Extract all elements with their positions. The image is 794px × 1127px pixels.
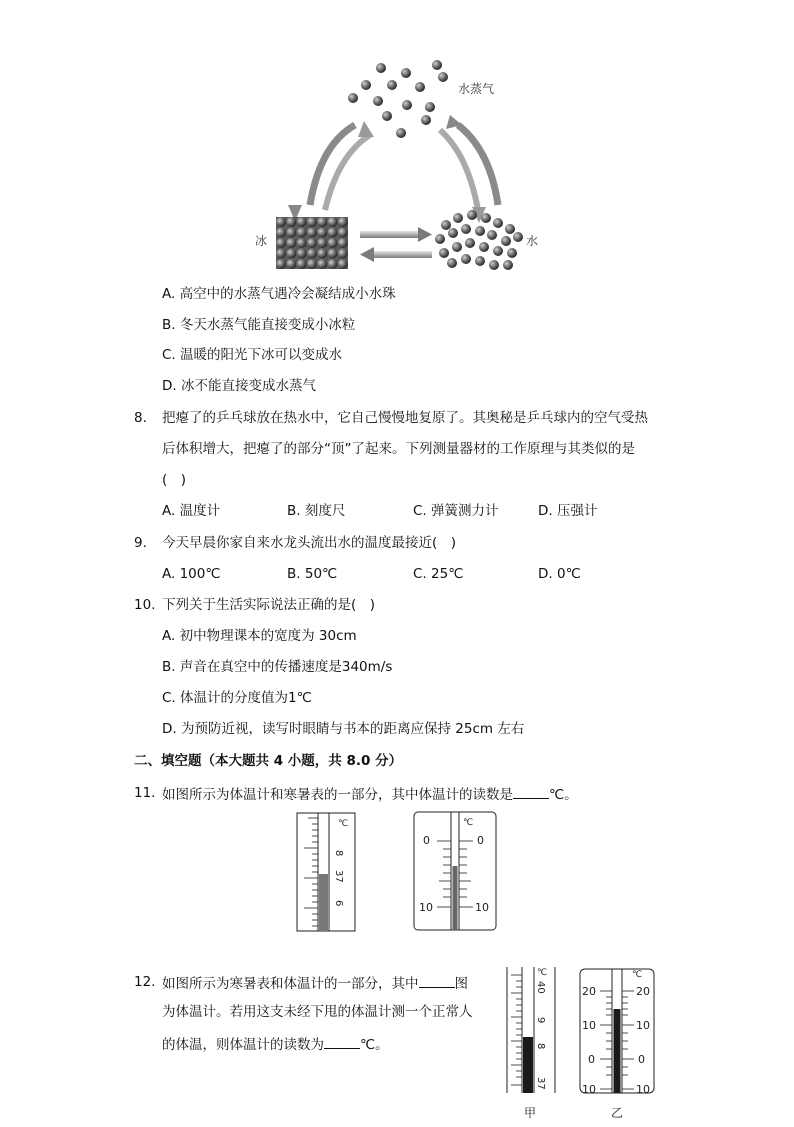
ice-molecule [286, 238, 296, 248]
ice-molecule [307, 249, 317, 259]
q11-left-tick-c: 6 [333, 900, 344, 907]
q12-yi-tick-20-right: 20 [636, 985, 650, 998]
q11-right-tick-bottom-left: 10 [419, 901, 433, 914]
q7-option-a[interactable]: A. 高空中的水蒸气遇冷会凝结成小水珠 [162, 286, 396, 302]
q11-right-tick-top-left: 0 [423, 834, 430, 847]
ice-molecule [338, 228, 348, 238]
q10-option-c[interactable]: C. 体温计的分度值为1℃ [162, 690, 312, 706]
ice-molecule [276, 249, 286, 259]
q12-yi-tick-0-right: 0 [638, 1053, 645, 1066]
q12-yi-tick-10-left: 10 [582, 1019, 596, 1032]
q12-line-2: 为体温计。若用这支未经下甩的体温计测一个正常人 [162, 1004, 473, 1020]
ice-molecule [317, 259, 327, 269]
ice-molecule [297, 259, 307, 269]
q10-option-d[interactable]: D. 为预防近视，读写时眼睛与书本的距离应保持 25cm 左右 [162, 721, 525, 737]
ice-molecule [328, 217, 338, 227]
q10-option-b[interactable]: B. 声音在真空中的传播速度是340m/s [162, 659, 393, 675]
q12-figure-jia [505, 965, 557, 1123]
ice-molecule [307, 238, 317, 248]
water-molecule [513, 232, 523, 242]
ice-molecule [317, 249, 327, 259]
ice-molecule [317, 217, 327, 227]
ice-molecule [297, 228, 307, 238]
water-molecule [461, 224, 471, 234]
q12-jia-tick-3: 37 [535, 1077, 546, 1090]
q9-text: 今天早晨你家自来水龙头流出水的温度最接近( ) [162, 535, 457, 551]
ice-molecule [276, 238, 286, 248]
q12-yi-liquid-column [614, 1009, 621, 1093]
q11-right-unit: ℃ [463, 818, 474, 828]
q8-option-b[interactable]: B. 刻度尺 [287, 503, 346, 519]
ice-molecule [286, 217, 296, 227]
q11-right-liquid-column [453, 866, 458, 930]
label-water: 水 [526, 234, 539, 248]
ice-molecule [276, 259, 286, 269]
water-molecule [481, 213, 491, 223]
q11-text: 如图所示为体温计和寒暑表的一部分，其中体温计的读数是 ℃。 [162, 784, 578, 804]
q10-number: 10. [134, 597, 156, 613]
water-molecule [493, 218, 503, 228]
water-molecule [441, 220, 451, 230]
q8-number: 8. [134, 410, 147, 426]
q11-left-unit: ℃ [338, 819, 349, 829]
q8-option-a[interactable]: A. 温度计 [162, 503, 221, 519]
q7-option-c[interactable]: C. 温暖的阳光下冰可以变成水 [162, 347, 343, 363]
q9-number: 9. [134, 535, 147, 551]
q12-yi-tick-10-right: 10 [636, 1019, 650, 1032]
ice-molecule [317, 238, 327, 248]
water-molecule [447, 258, 457, 268]
q11-left-tick-a: 8 [333, 850, 344, 857]
water-molecule [475, 226, 485, 236]
q11-number: 11. [134, 785, 156, 801]
q12-yi-tick-0-left: 0 [588, 1053, 595, 1066]
water-molecule [467, 210, 477, 220]
q8-line-3: ( ) [162, 472, 187, 488]
q12-jia-tick-0: 40 [535, 981, 546, 994]
ice-molecule [328, 238, 338, 248]
ice-molecule [338, 238, 348, 248]
q10-text: 下列关于生活实际说法正确的是( ) [162, 597, 376, 613]
q7-option-b[interactable]: B. 冬天水蒸气能直接变成小冰粒 [162, 317, 356, 333]
ice-molecules [276, 217, 348, 269]
section-2-title: 二、填空题（本大题共 4 小题，共 8.0 分） [134, 753, 403, 769]
water-cycle-figure [240, 55, 560, 275]
ice-molecule [276, 217, 286, 227]
q12-jia-tick-1: 9 [535, 1017, 546, 1024]
q12-yi-tick-neg10-left: 10 [582, 1083, 596, 1096]
ice-molecule [307, 217, 317, 227]
q12-yi-tick-20-left: 20 [582, 985, 596, 998]
q8-option-d[interactable]: D. 压强计 [538, 503, 598, 519]
label-vapor: 水蒸气 [458, 82, 495, 96]
q11-room-thermometer [413, 811, 497, 931]
q11-right-tick-bottom-right: 10 [475, 901, 489, 914]
water-molecule [475, 256, 485, 266]
water-molecule [448, 228, 458, 238]
water-molecule [489, 260, 499, 270]
q11-right-tick-top-right: 0 [477, 834, 484, 847]
q8-line-2: 后体积增大，把瘪了的部分“顶”了起来。下列测量器材的工作原理与其类似的是 [162, 441, 635, 457]
ice-molecule [286, 249, 296, 259]
q12-answer-blank-1[interactable] [419, 973, 455, 988]
water-molecule [439, 248, 449, 258]
q9-option-a[interactable]: A. 100℃ [162, 566, 221, 582]
water-molecule [507, 248, 517, 258]
q11-answer-blank[interactable] [513, 784, 549, 799]
water-molecule [435, 234, 445, 244]
q9-option-d[interactable]: D. 0℃ [538, 566, 581, 582]
water-molecule [493, 246, 503, 256]
ice-molecule [338, 249, 348, 259]
water-molecule [501, 236, 511, 246]
ice-molecule [307, 228, 317, 238]
water-molecule [453, 213, 463, 223]
q12-line-3: 的体温，则体温计的读数为 ℃。 [162, 1034, 389, 1054]
ice-molecule [286, 259, 296, 269]
q12-figure-yi [576, 965, 658, 1123]
q12-jia-label: 甲 [524, 1106, 537, 1120]
q12-line-1: 如图所示为寒暑表和体温计的一部分，其中 图 [162, 973, 468, 993]
q8-line-1: 把瘪了的乒乓球放在热水中，它自己慢慢地复原了。其奥秘是乒乓球内的空气受热 [162, 410, 648, 426]
q9-option-c[interactable]: C. 25℃ [413, 566, 464, 582]
ice-molecule [297, 238, 307, 248]
water-molecule [465, 238, 475, 248]
q12-number: 12. [134, 974, 156, 990]
water-cycle-diagram [240, 55, 560, 275]
label-ice: 冰 [255, 234, 268, 248]
ice-molecule [338, 259, 348, 269]
ice-molecule [328, 228, 338, 238]
water-molecule [461, 254, 471, 264]
ice-molecule [286, 228, 296, 238]
ice-molecule [297, 249, 307, 259]
q12-yi-unit: ℃ [632, 970, 643, 980]
ice-molecule [328, 259, 338, 269]
q8-option-c[interactable]: C. 弹簧测力计 [413, 503, 499, 519]
q11-left-tick-b: 37 [333, 870, 344, 883]
q9-option-b[interactable]: B. 50℃ [287, 566, 338, 582]
q12-yi-tick-neg10-right: 10 [636, 1083, 650, 1096]
water-molecule [479, 242, 489, 252]
q7-option-d[interactable]: D. 冰不能直接变成水蒸气 [162, 378, 316, 394]
q10-option-a[interactable]: A. 初中物理课本的宽度为 30cm [162, 628, 357, 644]
ice-molecule [328, 249, 338, 259]
q11-clinical-thermometer [296, 812, 356, 932]
q12-answer-blank-2[interactable] [324, 1034, 360, 1049]
ice-molecule [297, 217, 307, 227]
ice-molecule [307, 259, 317, 269]
q12-jia-ticks [511, 975, 522, 1085]
ice-molecule [338, 217, 348, 227]
q12-jia-mercury-column [523, 1037, 533, 1093]
q12-yi-label: 乙 [611, 1106, 624, 1120]
water-molecule [503, 260, 513, 270]
q11-left-mercury-column [319, 874, 328, 931]
water-molecule [452, 242, 462, 252]
ice-molecule [276, 228, 286, 238]
q12-jia-unit: ℃ [537, 968, 548, 978]
q12-jia-tick-2: 8 [535, 1043, 546, 1050]
water-molecule [505, 224, 515, 234]
water-molecule [487, 230, 497, 240]
ice-molecule [317, 228, 327, 238]
